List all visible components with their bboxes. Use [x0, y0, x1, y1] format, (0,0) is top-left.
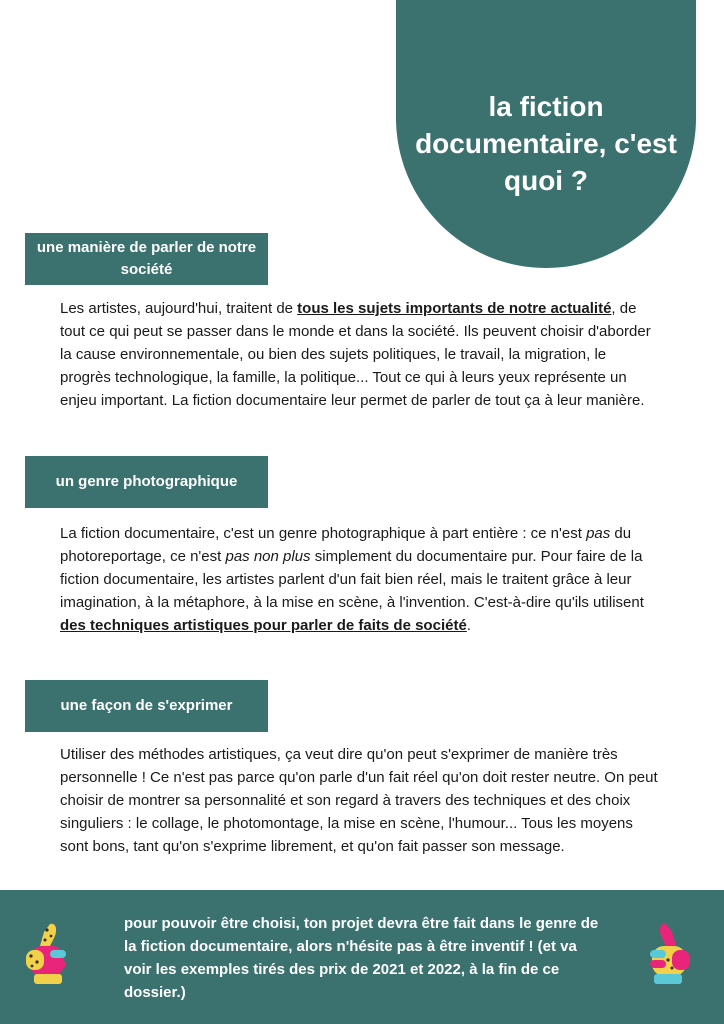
footer-banner [0, 890, 724, 1024]
italic-text: pas [586, 525, 611, 542]
body-text: Les artistes, aujourd'hui, traitent de [60, 300, 298, 317]
body-text: . [466, 617, 471, 634]
body-text: , de tout ce qui peut se passer dans le monde et dans la société. Ils peuvent choisir d'aborder la cause environnementale, ou bien des sujets politiques, le travail, la migration, le progrès technologique, la famille, la politique... Tout ce qui à leurs yeux représente un enjeu important. La fiction documentaire leur permet de parler de tout ça à leur manière. [60, 300, 651, 409]
title-banner [396, 0, 696, 268]
section-label-expression [25, 680, 268, 732]
section-label-text: une manière de parler de notre société [36, 239, 257, 278]
thumbs-up-hand-icon [20, 920, 76, 988]
section-body-genre [60, 522, 660, 637]
footer-message: pour pouvoir être choisi, ton projet devra être fait dans le genre de la fiction documentaire, alors n'hésite pas à être inventif ! (et va voir les exemples tirés des prix de 2021 et 2022, à la fin de ce dossier.) [124, 915, 599, 1001]
highlighted-text: des techniques artistiques pour parler de faits de société [60, 617, 467, 634]
page-title: la fiction documentaire, c'est quoi ? [415, 90, 677, 196]
body-text: Utiliser des méthodes artistiques, ça veut dire qu'on peut s'exprimer de manière très personnelle ! Ce n'est pas parce qu'on parle d'un fait réel qu'on doit rester neutre. On peut choisir de montrer sa personnalité et son regard à travers des techniques et des choix singuliers : le collage, le photomontage, la mise en scène, l'humour... Tous les moyens sont bons, tant qu'on s'exprime librement, et qu'on fait passer son message. [60, 746, 658, 855]
body-text: simplement du documentaire pur. Pour faire de la fiction documentaire, les artistes parlent d'un fait bien réel, mais le traitent grâce à leur imagination, à la métaphore, à la mise en scène, à l'invention. C'est-à-dire qu'ils utilisent [60, 548, 644, 611]
thumbs-up-hand-icon [640, 920, 696, 988]
section-label-text: une façon de s'exprimer [60, 697, 233, 714]
section-label-genre [25, 456, 268, 508]
section-body-societe [60, 297, 660, 412]
italic-text: pas non plus [225, 548, 311, 565]
section-label-text: un genre photographique [55, 473, 238, 490]
body-text: du photoreportage, ce n'est [60, 525, 632, 565]
body-text: La fiction documentaire, c'est un genre photographique à part entière : ce n'est [60, 525, 587, 542]
section-body-expression [60, 743, 660, 858]
section-label-societe [25, 233, 268, 285]
highlighted-text: tous les sujets importants de notre actualité [297, 300, 612, 317]
